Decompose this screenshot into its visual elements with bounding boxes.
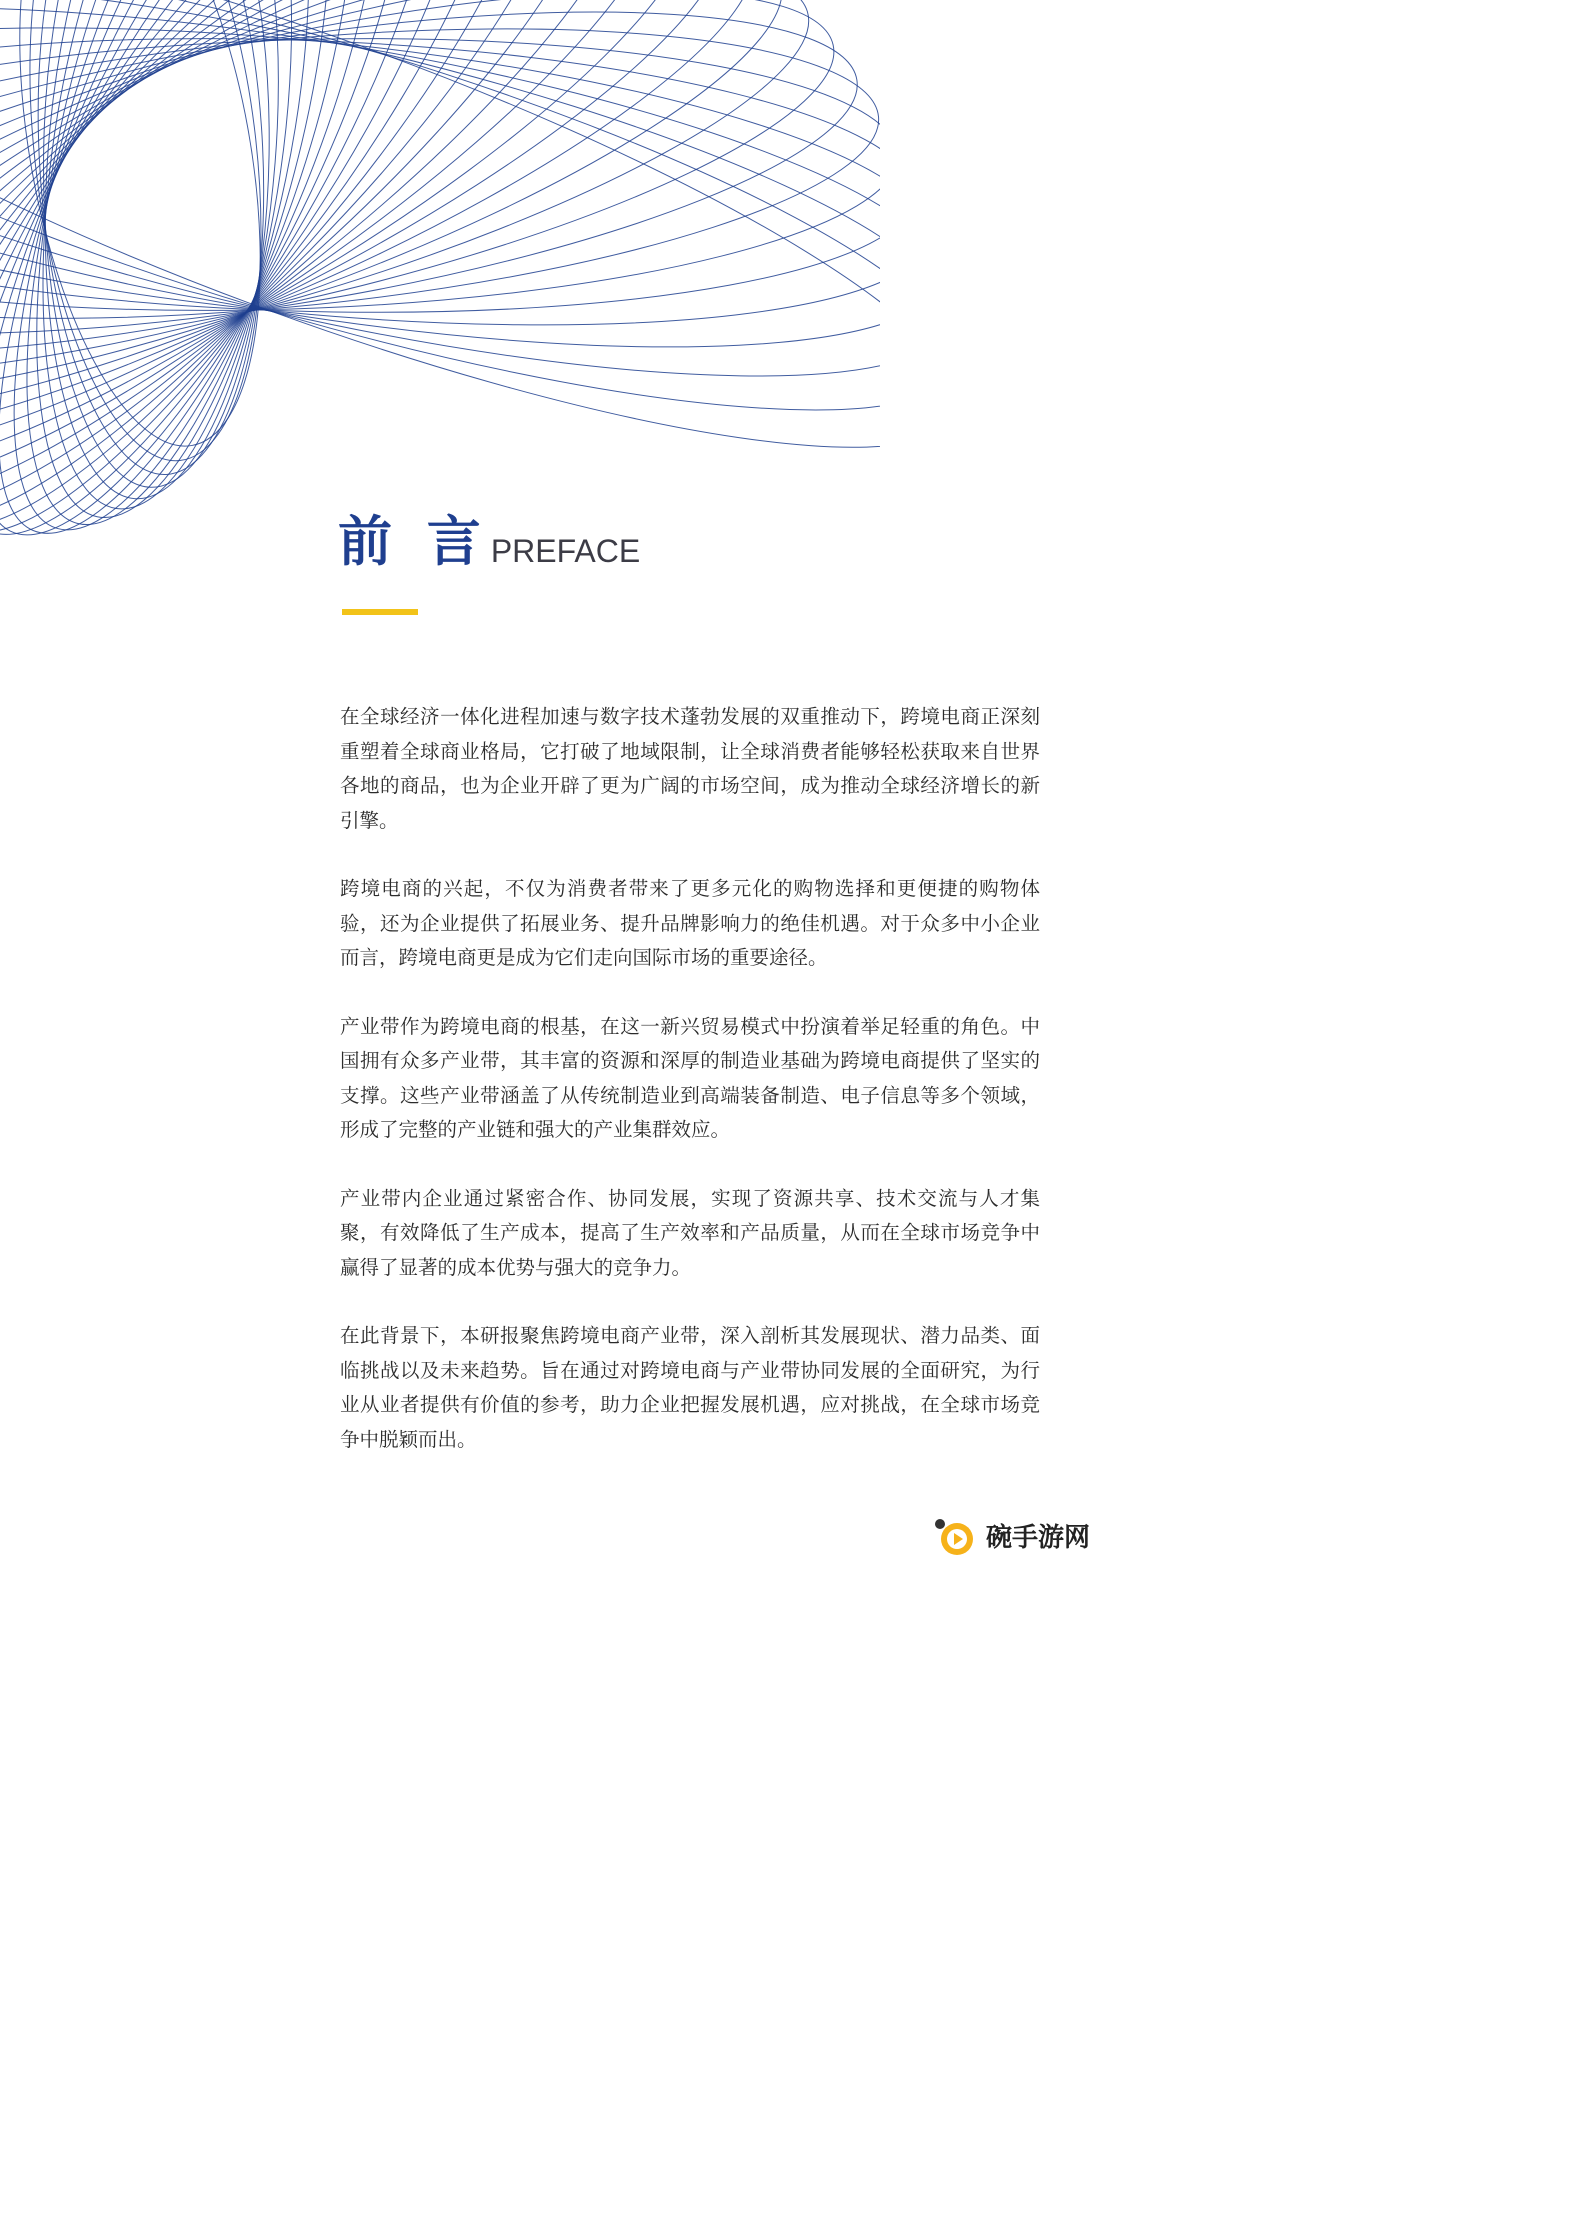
- heading-underline: [342, 609, 418, 615]
- spiral-line: [0, 21, 880, 329]
- heading-title-chinese: 前 言: [338, 510, 489, 573]
- paragraph-4: 产业带内企业通过紧密合作、协同发展，实现了资源共享、技术交流与人才集聚，有效降低了生产成本，提高了生产效率和产品质量，从而在全球市场竞争中赢得了显著的成本优势与强大的竞争力。: [340, 1186, 1040, 1279]
- paragraph-1: 在全球经济一体化进程加速与数字技术蓬勃发展的双重推动下，跨境电商正深刻重塑着全球商业格局，它打破了地域限制，让全球消费者能够轻松获取来自世界各地的商品，也为企业开辟了更为广阔的市场空间，成为推动全球经济增长的新引擎。: [340, 705, 1040, 832]
- watermark: [932, 1512, 1090, 1558]
- spiral-line: [0, 0, 878, 397]
- heading-title-english: PREFACE: [490, 533, 641, 569]
- spiral-line: [0, 0, 423, 566]
- preface-body: [340, 700, 1040, 1491]
- paragraph-5: 在此背景下，本研报聚焦跨境电商产业带，深入剖析其发展现状、潜力品类、面临挑战以及未来趋势。旨在通过对跨境电商与产业带协同发展的全面研究，为行业从业者提供有价值的参考，助力企业把握发展机遇，应对挑战，在全球市场竞争中脱颖而出。: [340, 1324, 1040, 1451]
- spiral-line: [0, 0, 880, 544]
- paragraph-3: 产业带作为跨境电商的根基，在这一新兴贸易模式中扮演着举足轻重的角色。中国拥有众多产业带，其丰富的资源和深厚的制造业基础为跨境电商提供了坚实的支撑。这些产业带涵盖了从传统制造业到高端装备制造、电子信息等多个领域，形成了完整的产业链和强大的产业集群效应。: [340, 1014, 1040, 1141]
- spiral-line: [0, 20, 880, 330]
- spiral-line: [0, 0, 880, 458]
- spiral-line: [0, 0, 824, 481]
- watermark-text: 碗手游网: [985, 1522, 1090, 1553]
- spiral-line: [0, 0, 880, 372]
- page-heading: [338, 510, 641, 573]
- paragraph-2: 跨境电商的兴起，不仅为消费者带来了更多元化的购物选择和更便捷的购物体验，还为企业提供了拓展业务、提升品牌影响力的绝佳机遇。对于众多中小企业而言，跨境电商更是成为它们走向国际市场的重要途径。: [340, 877, 1040, 969]
- play-logo-icon: [932, 1512, 978, 1558]
